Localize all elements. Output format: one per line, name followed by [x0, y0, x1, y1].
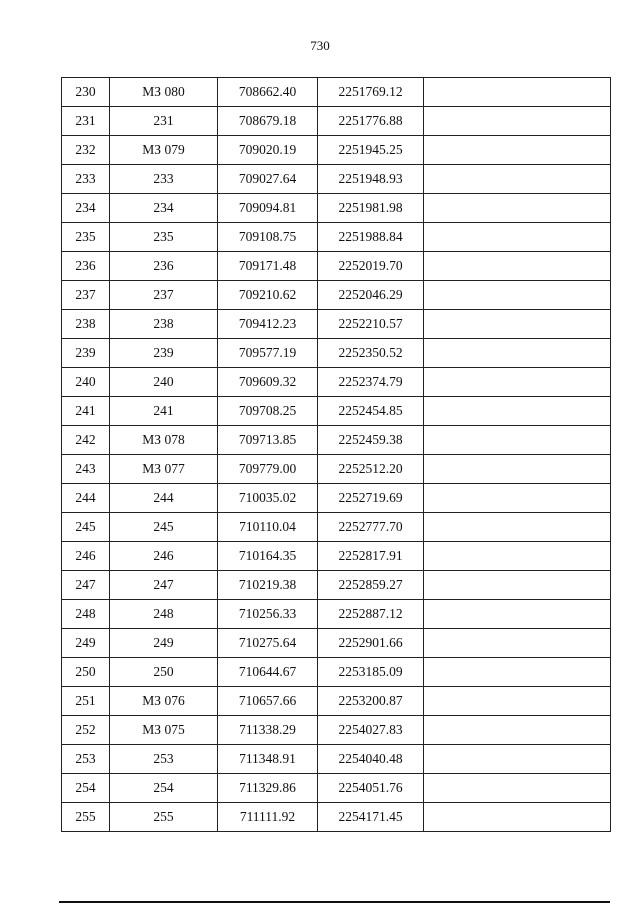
- x-coordinate-cell: 709609.32: [218, 368, 318, 397]
- table-row: [62, 165, 611, 194]
- x-coordinate-cell: 709779.00: [218, 455, 318, 484]
- row-index-cell: 249: [62, 629, 110, 658]
- y-coordinate-cell: 2252512.20: [318, 455, 424, 484]
- table-row: [62, 745, 611, 774]
- note-cell: [424, 687, 611, 716]
- row-index-cell: 248: [62, 600, 110, 629]
- note-cell: [424, 455, 611, 484]
- x-coordinate-cell: 709027.64: [218, 165, 318, 194]
- row-index-cell: 238: [62, 310, 110, 339]
- table-row: [62, 339, 611, 368]
- point-name-cell: 246: [110, 542, 218, 571]
- table-row: [62, 281, 611, 310]
- note-cell: [424, 194, 611, 223]
- point-name-cell: 231: [110, 107, 218, 136]
- table-row: [62, 252, 611, 281]
- y-coordinate-cell: 2254171.45: [318, 803, 424, 832]
- note-cell: [424, 252, 611, 281]
- table-row: [62, 78, 611, 107]
- row-index-cell: 244: [62, 484, 110, 513]
- x-coordinate-cell: 711329.86: [218, 774, 318, 803]
- x-coordinate-cell: 710256.33: [218, 600, 318, 629]
- x-coordinate-cell: 709577.19: [218, 339, 318, 368]
- point-name-cell: МЗ 075: [110, 716, 218, 745]
- y-coordinate-cell: 2252887.12: [318, 600, 424, 629]
- row-index-cell: 236: [62, 252, 110, 281]
- point-name-cell: МЗ 079: [110, 136, 218, 165]
- x-coordinate-cell: 711111.92: [218, 803, 318, 832]
- y-coordinate-cell: 2252777.70: [318, 513, 424, 542]
- y-coordinate-cell: 2252046.29: [318, 281, 424, 310]
- note-cell: [424, 658, 611, 687]
- note-cell: [424, 281, 611, 310]
- y-coordinate-cell: 2252019.70: [318, 252, 424, 281]
- note-cell: [424, 310, 611, 339]
- x-coordinate-cell: 710164.35: [218, 542, 318, 571]
- row-index-cell: 232: [62, 136, 110, 165]
- y-coordinate-cell: 2252454.85: [318, 397, 424, 426]
- note-cell: [424, 426, 611, 455]
- note-cell: [424, 107, 611, 136]
- point-name-cell: 247: [110, 571, 218, 600]
- row-index-cell: 240: [62, 368, 110, 397]
- point-name-cell: 244: [110, 484, 218, 513]
- y-coordinate-cell: 2251945.25: [318, 136, 424, 165]
- point-name-cell: 255: [110, 803, 218, 832]
- table-row: [62, 774, 611, 803]
- table-row: [62, 455, 611, 484]
- table-row: [62, 542, 611, 571]
- point-name-cell: МЗ 078: [110, 426, 218, 455]
- x-coordinate-cell: 710657.66: [218, 687, 318, 716]
- y-coordinate-cell: 2252859.27: [318, 571, 424, 600]
- row-index-cell: 253: [62, 745, 110, 774]
- point-name-cell: 241: [110, 397, 218, 426]
- table-row: [62, 513, 611, 542]
- note-cell: [424, 78, 611, 107]
- table-row: [62, 629, 611, 658]
- note-cell: [424, 803, 611, 832]
- table-row: [62, 310, 611, 339]
- row-index-cell: 242: [62, 426, 110, 455]
- point-name-cell: 235: [110, 223, 218, 252]
- x-coordinate-cell: 711338.29: [218, 716, 318, 745]
- note-cell: [424, 513, 611, 542]
- x-coordinate-cell: 710110.04: [218, 513, 318, 542]
- y-coordinate-cell: 2251776.88: [318, 107, 424, 136]
- y-coordinate-cell: 2252350.52: [318, 339, 424, 368]
- point-name-cell: 239: [110, 339, 218, 368]
- table-row: [62, 803, 611, 832]
- note-cell: [424, 716, 611, 745]
- row-index-cell: 241: [62, 397, 110, 426]
- y-coordinate-cell: 2252719.69: [318, 484, 424, 513]
- note-cell: [424, 397, 611, 426]
- point-name-cell: 236: [110, 252, 218, 281]
- y-coordinate-cell: 2254040.48: [318, 745, 424, 774]
- point-name-cell: 237: [110, 281, 218, 310]
- table-row: [62, 194, 611, 223]
- table-row: [62, 484, 611, 513]
- point-name-cell: 254: [110, 774, 218, 803]
- point-name-cell: 233: [110, 165, 218, 194]
- x-coordinate-cell: 709171.48: [218, 252, 318, 281]
- row-index-cell: 250: [62, 658, 110, 687]
- point-name-cell: МЗ 080: [110, 78, 218, 107]
- point-name-cell: 234: [110, 194, 218, 223]
- table-row: [62, 136, 611, 165]
- coordinates-table: [61, 77, 611, 832]
- x-coordinate-cell: 709094.81: [218, 194, 318, 223]
- y-coordinate-cell: 2252459.38: [318, 426, 424, 455]
- y-coordinate-cell: 2252817.91: [318, 542, 424, 571]
- row-index-cell: 239: [62, 339, 110, 368]
- row-index-cell: 254: [62, 774, 110, 803]
- table-row: [62, 397, 611, 426]
- y-coordinate-cell: 2254051.76: [318, 774, 424, 803]
- x-coordinate-cell: 710035.02: [218, 484, 318, 513]
- row-index-cell: 234: [62, 194, 110, 223]
- y-coordinate-cell: 2253185.09: [318, 658, 424, 687]
- row-index-cell: 235: [62, 223, 110, 252]
- table-row: [62, 107, 611, 136]
- y-coordinate-cell: 2252374.79: [318, 368, 424, 397]
- y-coordinate-cell: 2253200.87: [318, 687, 424, 716]
- footer-rule: [59, 901, 610, 903]
- point-name-cell: 248: [110, 600, 218, 629]
- x-coordinate-cell: 710219.38: [218, 571, 318, 600]
- table-row: [62, 687, 611, 716]
- point-name-cell: 240: [110, 368, 218, 397]
- note-cell: [424, 484, 611, 513]
- row-index-cell: 243: [62, 455, 110, 484]
- table-row: [62, 426, 611, 455]
- x-coordinate-cell: 710644.67: [218, 658, 318, 687]
- x-coordinate-cell: 709713.85: [218, 426, 318, 455]
- point-name-cell: 249: [110, 629, 218, 658]
- table-row: [62, 571, 611, 600]
- x-coordinate-cell: 709708.25: [218, 397, 318, 426]
- point-name-cell: МЗ 076: [110, 687, 218, 716]
- note-cell: [424, 136, 611, 165]
- y-coordinate-cell: 2251769.12: [318, 78, 424, 107]
- point-name-cell: 250: [110, 658, 218, 687]
- x-coordinate-cell: 708662.40: [218, 78, 318, 107]
- note-cell: [424, 571, 611, 600]
- table-row: [62, 600, 611, 629]
- point-name-cell: 245: [110, 513, 218, 542]
- point-name-cell: 253: [110, 745, 218, 774]
- table-row: [62, 658, 611, 687]
- row-index-cell: 252: [62, 716, 110, 745]
- note-cell: [424, 600, 611, 629]
- y-coordinate-cell: 2251981.98: [318, 194, 424, 223]
- note-cell: [424, 745, 611, 774]
- page-number: 730: [310, 38, 330, 53]
- note-cell: [424, 629, 611, 658]
- x-coordinate-cell: 710275.64: [218, 629, 318, 658]
- note-cell: [424, 223, 611, 252]
- y-coordinate-cell: 2252210.57: [318, 310, 424, 339]
- y-coordinate-cell: 2252901.66: [318, 629, 424, 658]
- row-index-cell: 230: [62, 78, 110, 107]
- y-coordinate-cell: 2251988.84: [318, 223, 424, 252]
- point-name-cell: 238: [110, 310, 218, 339]
- table-row: [62, 716, 611, 745]
- x-coordinate-cell: 711348.91: [218, 745, 318, 774]
- note-cell: [424, 339, 611, 368]
- note-cell: [424, 774, 611, 803]
- row-index-cell: 251: [62, 687, 110, 716]
- row-index-cell: 246: [62, 542, 110, 571]
- x-coordinate-cell: 708679.18: [218, 107, 318, 136]
- table-row: [62, 368, 611, 397]
- note-cell: [424, 165, 611, 194]
- note-cell: [424, 368, 611, 397]
- table-row: [62, 223, 611, 252]
- x-coordinate-cell: 709210.62: [218, 281, 318, 310]
- note-cell: [424, 542, 611, 571]
- row-index-cell: 245: [62, 513, 110, 542]
- row-index-cell: 255: [62, 803, 110, 832]
- x-coordinate-cell: 709108.75: [218, 223, 318, 252]
- point-name-cell: МЗ 077: [110, 455, 218, 484]
- row-index-cell: 237: [62, 281, 110, 310]
- y-coordinate-cell: 2251948.93: [318, 165, 424, 194]
- x-coordinate-cell: 709020.19: [218, 136, 318, 165]
- coordinates-table-body: [62, 78, 611, 832]
- row-index-cell: 233: [62, 165, 110, 194]
- y-coordinate-cell: 2254027.83: [318, 716, 424, 745]
- row-index-cell: 247: [62, 571, 110, 600]
- row-index-cell: 231: [62, 107, 110, 136]
- x-coordinate-cell: 709412.23: [218, 310, 318, 339]
